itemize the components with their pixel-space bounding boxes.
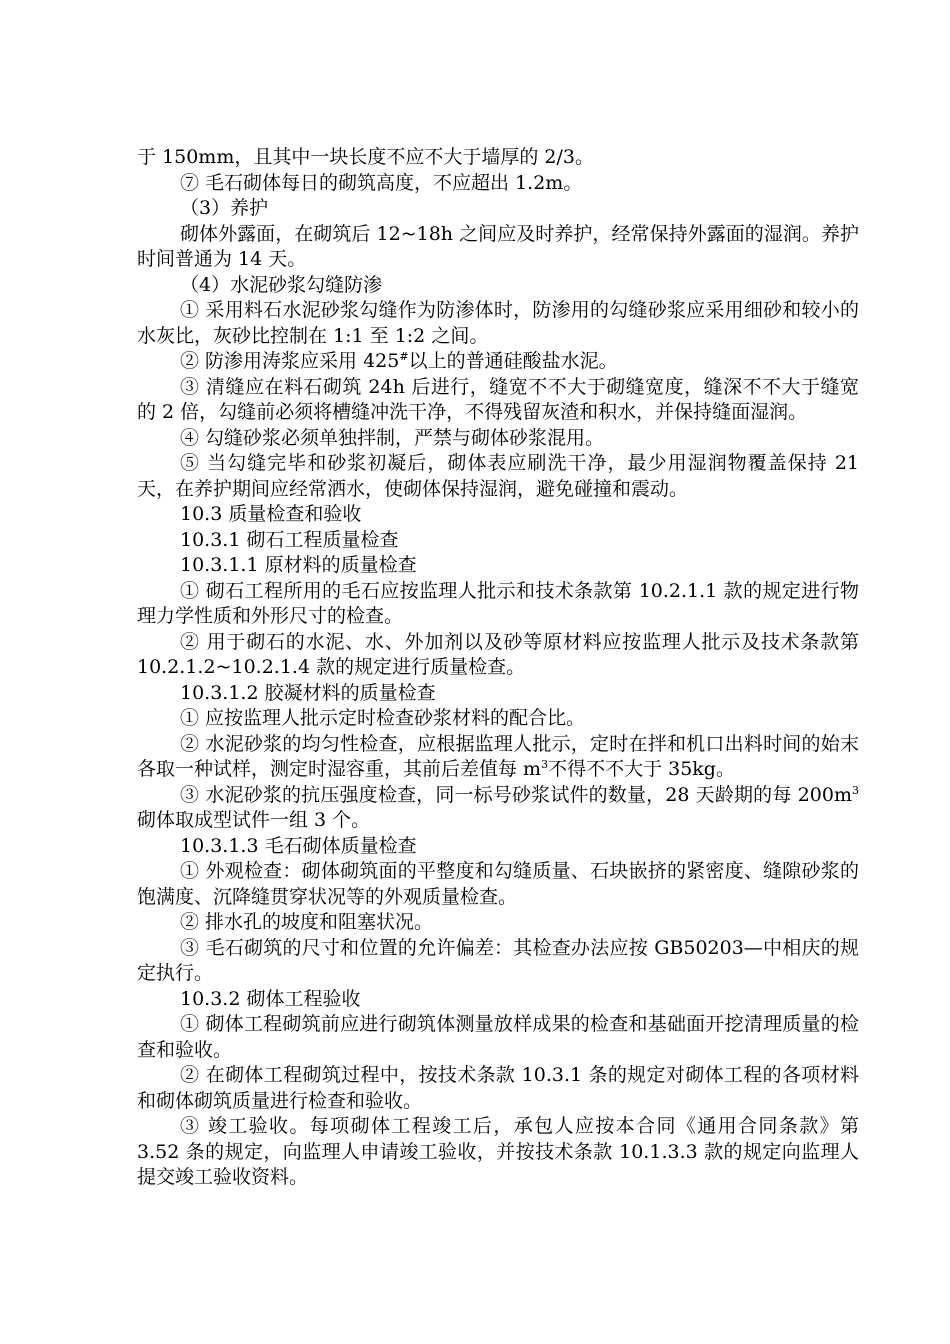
paragraph: ⑤ 当勾缝完毕和砂浆初凝后，砌体表应刷洗干净，最少用湿润物覆盖保持 21 天，在养护期间应经常洒水，使砌体保持湿润，避免碰撞和震动。 <box>137 452 859 500</box>
paragraph: 10.3.2 砌体工程验收 <box>180 987 361 1010</box>
paragraph: 于 150mm，且其中一块长度不应不大于墙厚的 2/3。 <box>137 146 594 168</box>
paragraph: ① 外观检查：砌体砌筑面的平整度和勾缝质量、石块嵌挤的紧密度、缝隙砂浆的饱满度、沉降缝贯穿状况等的外观质量检查。 <box>137 860 859 908</box>
paragraph: ② 用于砌石的水泥、水、外加剂以及砂等原材料应按监理人批示及技术条款第 10.2.1.2~10.2.1.4 款的规定进行质量检查。 <box>137 630 859 678</box>
paragraph: ② 在砌体工程砌筑过程中，按技术条款 10.3.1 条的规定对砌体工程的各项材料和砌体砌筑质量进行检查和验收。 <box>137 1064 859 1112</box>
paragraph-text: ② 防渗用涛浆应采用 425 <box>180 350 400 372</box>
paragraph: 10.3.1.3 毛石砌体质量检查 <box>180 834 417 857</box>
paragraph: 10.3.1 砌石工程质量检查 <box>180 528 399 551</box>
paragraph: ① 砌体工程砌筑前应进行砌筑体测量放样成果的检查和基础面开挖清理质量的检查和验收。 <box>137 1013 859 1061</box>
paragraph: ③ 清缝应在料石砌筑 24h 后进行，缝宽不不大于砌缝宽度，缝深不不大于缝宽的 2 倍，勾缝前必须将槽缝冲洗干净，不得残留灰渣和积水，并保持缝面湿润。 <box>137 375 859 423</box>
paragraph <box>137 732 859 783</box>
paragraph: ③ 竣工验收。每项砌体工程竣工后，承包人应按本合同《通用合同条款》第 3.52 条的规定，向监理人申请竣工验收，并按技术条款 10.1.3.3 款的规定向监理人提交竣工验收资料。 <box>137 1115 859 1188</box>
paragraph-text: ③ 水泥砂浆的抗压强度检查，同一标号砂浆试件的数量，28 天龄期的每 200m <box>180 783 852 806</box>
paragraph: 10.3 质量检查和验收 <box>180 503 362 525</box>
paragraph: ⑦ 毛石砌体每日的砌筑高度，不应超出 1.2m。 <box>180 171 583 194</box>
superscript: 3 <box>852 783 859 797</box>
paragraph <box>137 349 859 375</box>
paragraph: ① 应按监理人批示定时检查砂浆材料的配合比。 <box>180 707 586 729</box>
paragraph: ④ 勾缝砂浆必须单独拌制，严禁与砌体砂浆混用。 <box>180 426 605 449</box>
superscript: # <box>399 350 409 363</box>
paragraph-text: 砌体取成型试件一组 3 个。 <box>137 809 371 831</box>
paragraph-text: 不得不不大于 35kg。 <box>548 758 735 780</box>
paragraph-text: ② 水泥砂浆的均匀性检查，应根据监理人批示，定时在拌和机口出料时间的始末各取一种试样，测定时湿容重，其前后差值每 m <box>137 732 859 780</box>
paragraph: ② 排水孔的坡度和阻塞状况。 <box>180 911 434 933</box>
paragraph: ① 采用料石水泥砂浆勾缝作为防渗体时，防渗用的勾缝砂浆应采用细砂和较小的水灰比，灰砂比控制在 1:1 至 1:2 之间。 <box>137 299 859 347</box>
paragraph: 10.3.1.2 胶凝材料的质量检查 <box>180 681 436 704</box>
superscript: 3 <box>541 758 549 771</box>
paragraph: 10.3.1.1 原材料的质量检查 <box>180 554 417 576</box>
paragraph: 砌体外露面，在砌筑后 12~18h 之间应及时养护，经常保持外露面的湿润。养护时间普通为 14 天。 <box>137 222 859 270</box>
paragraph: （3）养护 <box>180 197 269 219</box>
body-text <box>137 145 859 1191</box>
paragraph: （4）水泥砂浆勾缝防渗 <box>180 273 383 296</box>
paragraph <box>137 783 859 834</box>
paragraph-text: 以上的普通硅酸盐水泥。 <box>408 350 618 372</box>
paragraph: ① 砌石工程所用的毛石应按监理人批示和技术条款第 10.2.1.1 款的规定进行物理力学性质和外形尺寸的检查。 <box>137 579 859 627</box>
paragraph: ③ 毛石砌筑的尺寸和位置的允许偏差：其检查办法应按 GB50203—中相庆的规定执行。 <box>137 936 859 984</box>
